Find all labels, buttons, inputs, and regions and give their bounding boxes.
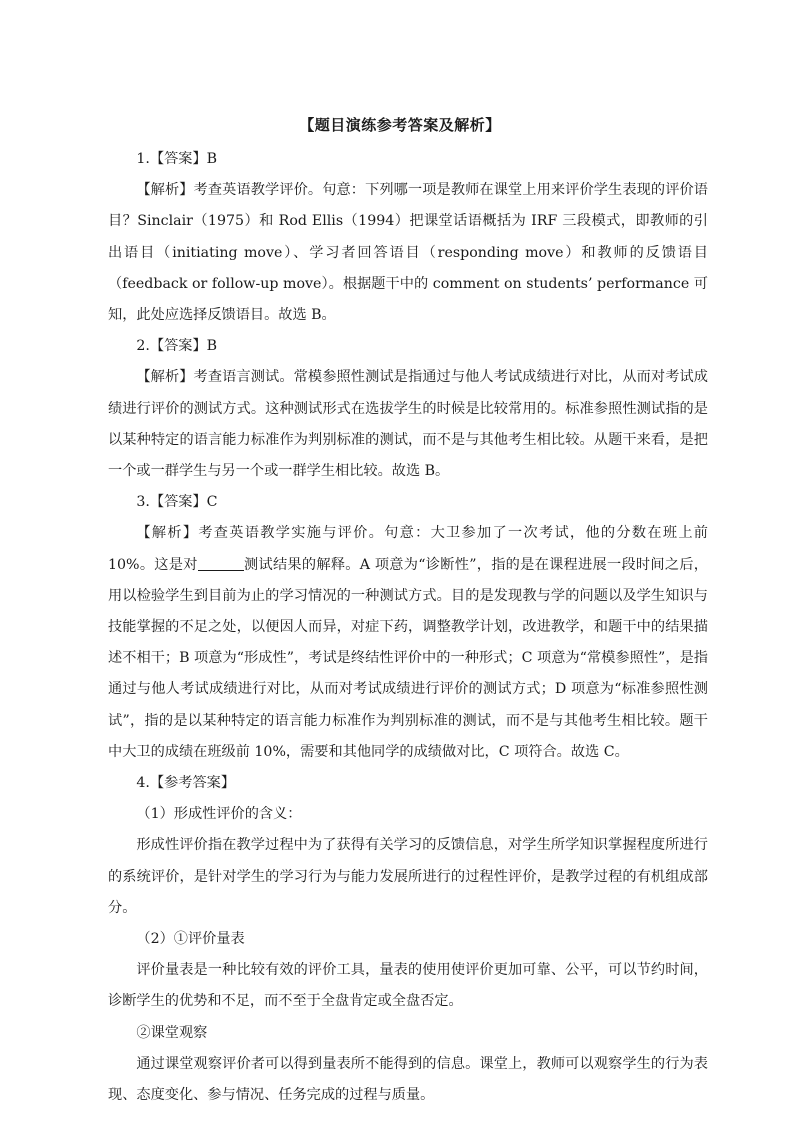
q3-analysis (108, 518, 708, 768)
q1-answer: 1.【答案】B (136, 151, 218, 167)
q4-part1-heading: （1）形成性评价的含义： (136, 806, 302, 823)
q1-analysis: 【解析】考查英语教学评价。句意：下列哪一项是教师在课堂上用来评价学生表现的评价语目？Sinclair（1975）和 Rod Ellis（1994）把课堂话语概括为 IRF 三段模式，即教师的引出语目（initiating move）、学习者回答语目（responding move）和教师的反馈语目（feedback or follow-up move）。根据题干中的 comment on students’ performance 可知，此处应选择反馈语目。故选 B。 (108, 182, 708, 324)
document-title: 【题目演练参考答案及解析】 (299, 116, 501, 134)
fill-in-blank (198, 552, 244, 571)
q4-part1-text: 形成性评价指在教学过程中为了获得有关学习的反馈信息，对学生所学知识掌握程度所进行的系统评价，是针对学生的学习行为与能力发展所进行的过程性评价，是教学过程的有机组成部分。 (108, 837, 708, 916)
q3-analysis-before-blank: 【解析】考查英语教学实施与评价。句意：大卫参加了一次考试，他的分数在班上前 10%。这是对 (108, 525, 708, 573)
q3-answer: 3.【答案】C (136, 494, 218, 511)
q2-analysis: 【解析】考查语言测试。常模参照性测试是指通过与他人考试成绩进行对比，从而对考试成绩进行评价的测试方式。这种测试形式在选拔学生的时候是比较常用的。标准参照性测试指的是以某种特定的语言能力标准作为判别标准的测试，而不是与其他考生相比较。从题干来看，是把一个或一群学生与另一个或一群学生相比较。故选 B。 (108, 369, 708, 480)
q2-answer: 2.【答案】B (136, 338, 218, 355)
document-body (108, 144, 708, 1111)
q3-analysis-after-blank: 测试结果的解释。A 项意为“诊断性”，指的是在课程进展一段时间之后，用以检验学生到目前为止的学习情况的一种测试方式。目的是发现教与学的问题以及学生知识与技能掌握的不足之处，以便因人而异，对症下药，调整教学计划，改进教学，和题干中的结果描述不相干；B 项意为“形成性”，考试是终结性评价中的一种形式；C 项意为“常模参照性”，是指通过与他人考试成绩进行对比，从而对考试成绩进行评价的测试方式；D 项意为“标准参照性测试”，指的是以某种特定的语言能力标准作为判别标准的测试，而不是与其他考生相比较。题干中大卫的成绩在班级前 10%，需要和其他同学的成绩做对比，C 项符合。故选 C。 (108, 556, 708, 760)
q4-part2-text: 评价量表是一种比较有效的评价工具，量表的使用使评价更加可靠、公平，可以节约时间，诊断学生的优势和不足，而不至于全盘肯定或全盘否定。 (108, 962, 708, 1010)
q4-part2-heading: （2）①评价量表 (136, 931, 245, 948)
q4-part3-text: 通过课堂观察评价者可以得到量表所不能得到的信息。课堂上，教师可以观察学生的行为表现、态度变化、参与情况、任务完成的过程与质量。 (108, 1055, 708, 1104)
q4-answer: 4.【参考答案】 (136, 775, 236, 792)
q4-part3-heading: ②课堂观察 (136, 1024, 208, 1041)
